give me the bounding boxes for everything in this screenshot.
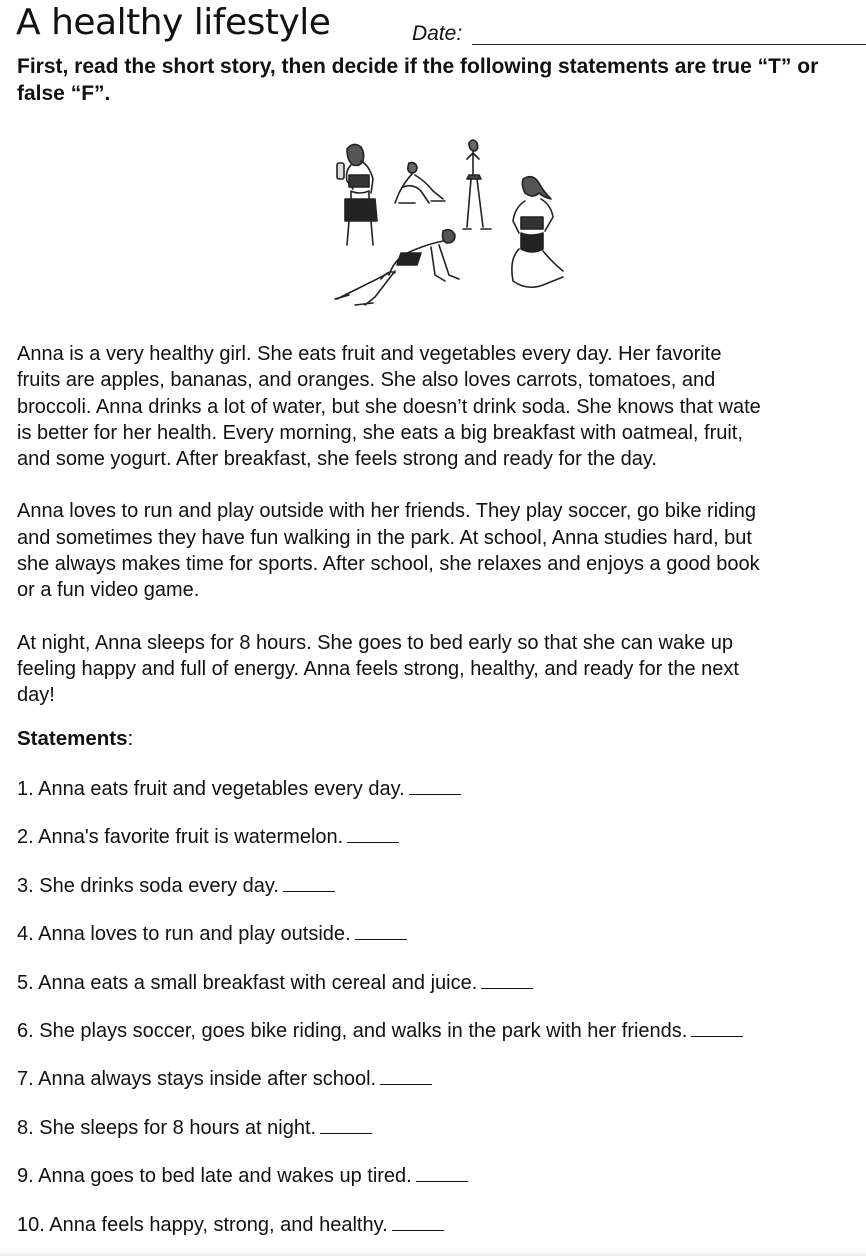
exercising-girls-illustration — [325, 135, 585, 313]
statement-item — [17, 970, 863, 1018]
instructions: First, read the short story, then decide if the following statements are true “T” or false “F”. — [17, 55, 819, 105]
answer-blank[interactable] — [347, 829, 399, 843]
date-blank-line[interactable] — [472, 44, 866, 45]
story-line: and sometimes they have fun walking in the park. At school, Anna studies hard, but — [17, 526, 752, 549]
story-line: day! — [17, 684, 55, 707]
statement-text: 6. She plays soccer, goes bike riding, and walks in the park with her friends. — [17, 1019, 688, 1042]
answer-blank[interactable] — [283, 878, 335, 892]
answer-blank[interactable] — [481, 975, 533, 989]
girl-crouching-figure — [395, 163, 445, 204]
answer-blank[interactable] — [380, 1071, 432, 1085]
statement-text: 2. Anna's favorite fruit is watermelon. — [17, 826, 344, 849]
statement-text: 8. She sleeps for 8 hours at night. — [17, 1116, 317, 1139]
statement-text: 3. She drinks soda every day. — [17, 874, 279, 897]
statement-item — [17, 1115, 863, 1163]
statement-text: 1. Anna eats fruit and vegetables every day. — [17, 778, 405, 800]
girl-drinking-figure — [337, 144, 377, 245]
statements-heading — [17, 727, 133, 751]
statement-item — [17, 776, 863, 824]
story-line: At night, Anna sleeps for 8 hours. She goes to bed early so that she can wake up — [17, 631, 734, 654]
statement-item — [17, 824, 863, 872]
girl-crawling-figure — [335, 230, 459, 305]
statement-text: 9. Anna goes to bed late and wakes up tired. — [17, 1165, 412, 1188]
answer-blank[interactable] — [392, 1217, 444, 1231]
story-line: feeling happy and full of energy. Anna feels strong, healthy, and ready for the next — [17, 657, 739, 680]
story-line: fruits are apples, bananas, and oranges. She also loves carrots, tomatoes, and — [17, 369, 716, 392]
story-text — [17, 341, 863, 735]
statement-text: 7. Anna always stays inside after school. — [17, 1068, 377, 1091]
statement-item — [17, 1163, 863, 1211]
statement-text: 4. Anna loves to run and play outside. — [17, 923, 351, 946]
story-paragraph — [17, 498, 863, 603]
story-line: broccoli. Anna drinks a lot of water, but she doesn’t drink soda. She knows that wate — [17, 395, 761, 418]
answer-blank[interactable] — [416, 1168, 468, 1182]
story-line: is better for her health. Every morning, she eats a big breakfast with oatmeal, fruit, — [17, 421, 743, 444]
story-line: Anna is a very healthy girl. She eats fruit and vegetables every day. Her favorite — [17, 343, 722, 365]
story-line: and some yogurt. After breakfast, she feels strong and ready for the day. — [17, 448, 657, 471]
statement-item — [17, 921, 863, 969]
statement-item — [17, 873, 863, 921]
statement-text: 10. Anna feels happy, strong, and healthy. — [17, 1213, 388, 1236]
story-line: Anna loves to run and play outside with her friends. They play soccer, go bike riding — [17, 500, 756, 523]
girl-standing-figure — [463, 140, 491, 229]
story-paragraph — [17, 341, 863, 472]
statement-item — [17, 1066, 863, 1114]
answer-blank[interactable] — [409, 781, 461, 795]
story-line: or a fun video game. — [17, 579, 200, 602]
date-label: Date: — [412, 22, 463, 45]
answer-blank[interactable] — [355, 926, 407, 940]
story-paragraph — [17, 630, 863, 709]
statement-item — [17, 1018, 863, 1066]
page-bottom-edge — [0, 1250, 866, 1256]
statements-heading-text: Statements — [17, 727, 128, 750]
story-line: she always makes time for sports. After school, she relaxes and enjoys a good book — [17, 553, 760, 576]
statements-list — [17, 776, 863, 1260]
statements-heading-colon: : — [127, 727, 134, 750]
worksheet-title: A healthy lifestyle — [16, 2, 331, 43]
answer-blank[interactable] — [691, 1023, 743, 1037]
girl-kneeling-figure — [512, 177, 563, 288]
date-field[interactable] — [412, 22, 866, 48]
answer-blank[interactable] — [320, 1120, 372, 1134]
statement-text: 5. Anna eats a small breakfast with cereal and juice. — [17, 971, 478, 994]
